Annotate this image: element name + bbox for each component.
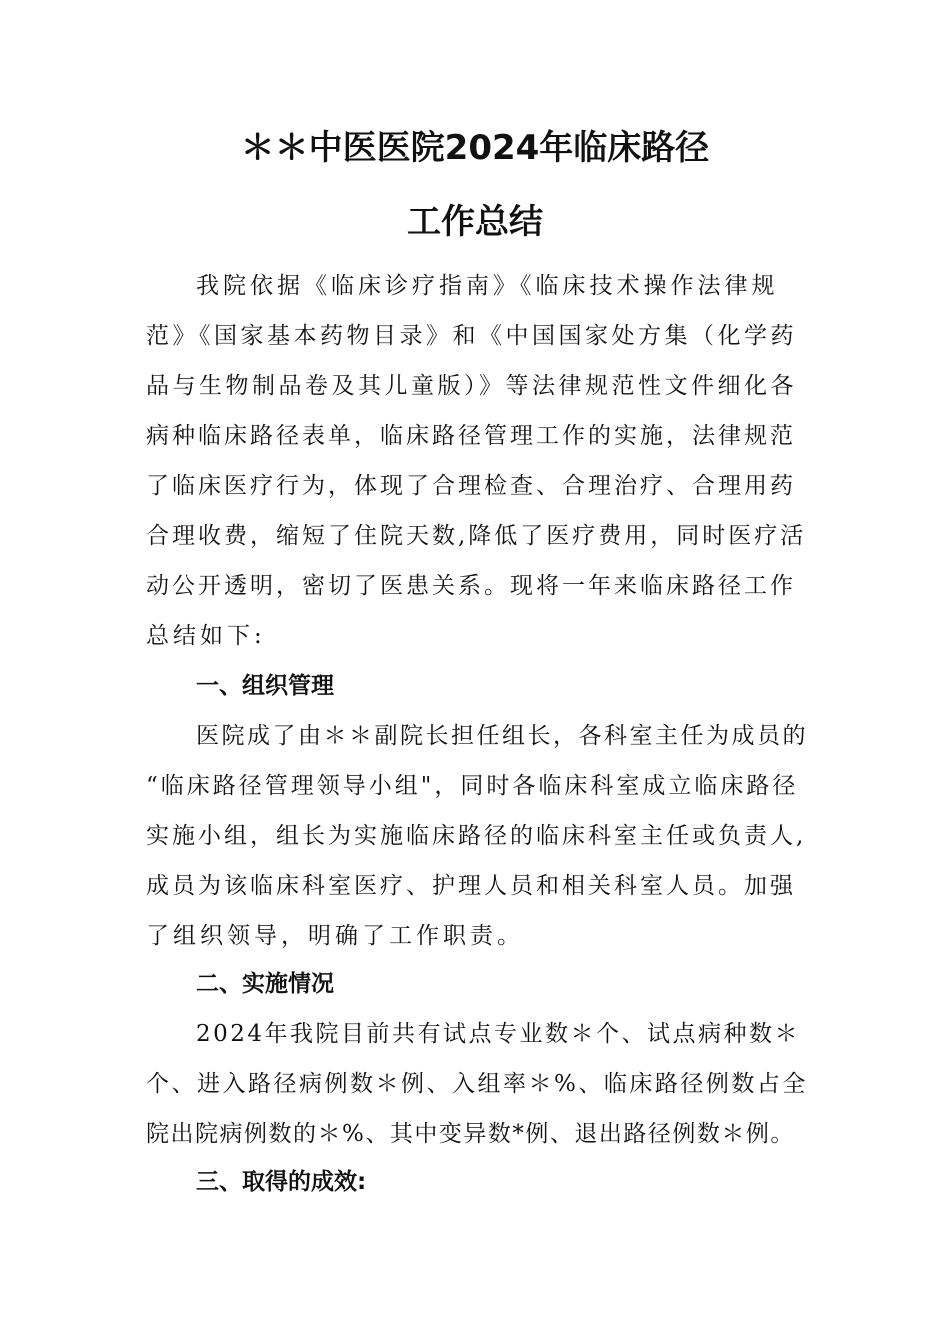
intro-line-3: 品与生物制品卷及其儿童版）》等法律规范性文件细化各	[146, 373, 797, 399]
intro-line-6: 合理收费，缩短了住院天数,降低了医疗费用，同时医疗活	[146, 523, 807, 549]
section-heading-organization: 一、组织管理	[196, 673, 334, 699]
section-heading-results: 三、取得的成效:	[196, 1169, 367, 1195]
section2-line-3: 院出院病例数的＊%、其中变异数*例、退出路径例数＊例。	[146, 1121, 795, 1147]
section2-line-2: 个、进入路径病例数＊例、入组率＊%、临床路径例数占全	[146, 1071, 808, 1097]
intro-line-1: 我院依据《临床诊疗指南》《临床技术操作法律规	[196, 273, 779, 299]
section1-line-2: “临床路径管理领导小组"，同时各临床科室成立临床路径	[146, 773, 799, 799]
document-title-line-2: 工作总结	[407, 202, 543, 242]
section1-line-4: 成员为该临床科室医疗、护理人员和相关科室人员。加强	[146, 873, 796, 899]
section-heading-implementation: 二、实施情况	[196, 971, 334, 997]
section1-line-1: 医院成了由＊＊副院长担任组长，各科室主任为成员的	[196, 723, 808, 749]
intro-line-4: 病种临床路径表单，临床路径管理工作的实施，法律规范	[146, 423, 796, 449]
section2-line-1: 2024年我院目前共有试点专业数＊个、试点病种数＊	[196, 1021, 801, 1047]
section1-line-3: 实施小组，组长为实施临床路径的临床科室主任或负责人,	[146, 823, 807, 849]
document-title-line-1: ＊＊中医医院2024年临床路径	[240, 128, 710, 168]
intro-line-2: 范》《国家基本药物目录》和《中国国家处方集（化学药	[146, 323, 797, 349]
intro-line-8: 总结如下:	[146, 623, 266, 649]
intro-line-7: 动公开透明，密切了医患关系。现将一年来临床路径工作	[146, 573, 796, 599]
section1-line-5: 了组织领导，明确了工作职责。	[146, 923, 524, 949]
intro-line-5: 了临床医疗行为，体现了合理检查、合理治疗、合理用药	[146, 473, 796, 499]
